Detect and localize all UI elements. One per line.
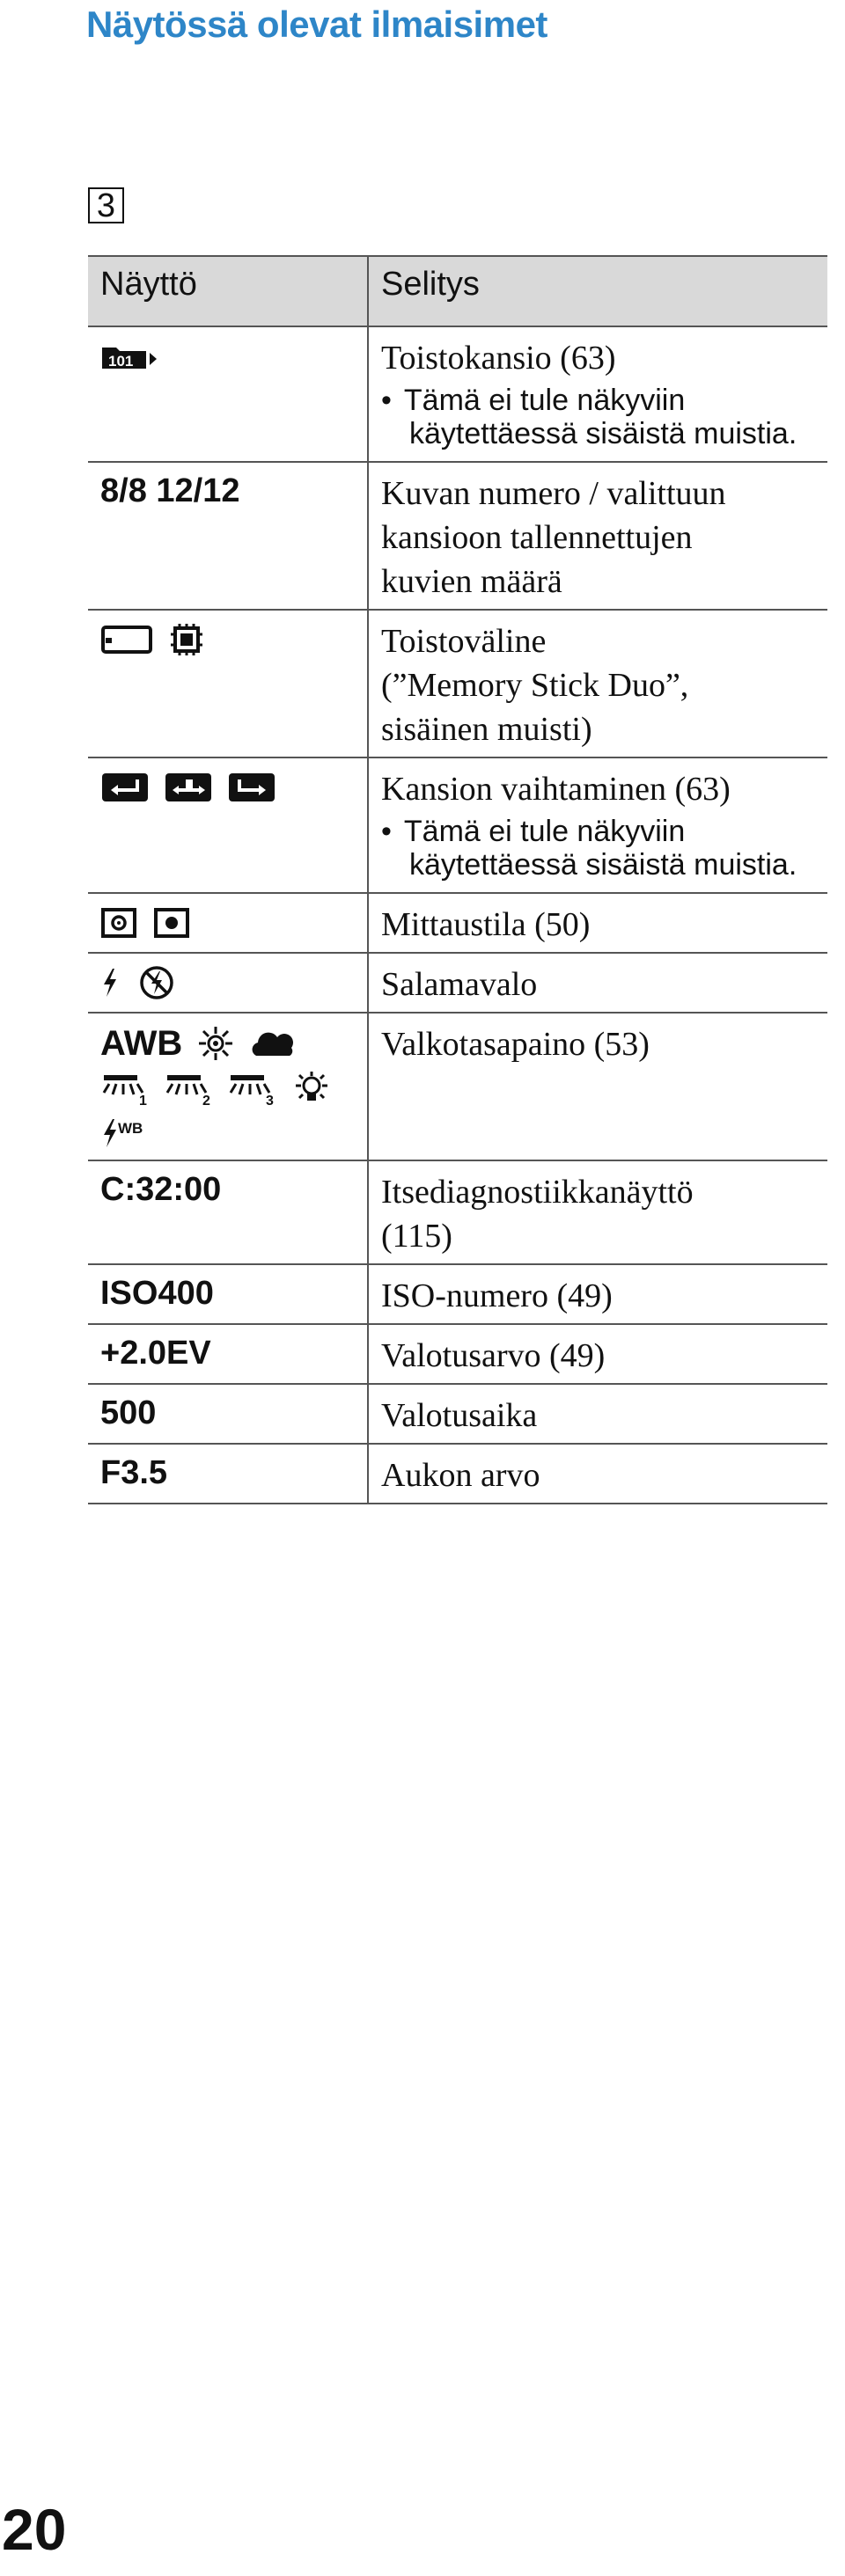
row-description: ISO-numero (49) (381, 1277, 613, 1314)
row-display: ISO400 (100, 1275, 214, 1312)
folder-change-right-icon (227, 772, 276, 803)
header-explanation: Selitys (381, 266, 480, 303)
row-display: +2.0EV (100, 1335, 211, 1372)
row-description: kansioon tallennettujen (381, 519, 693, 556)
folder-101-icon (100, 342, 158, 370)
row-note: • Tämä ei tule näkyviin käytettäessä sisäistä muistia. (381, 384, 827, 456)
multi-metering-icon (100, 907, 137, 939)
flash-icon (100, 967, 120, 999)
row-description: (115) (381, 1218, 452, 1255)
header-display: Näyttö (100, 266, 197, 303)
section-label: 3 (88, 187, 124, 223)
page-number: 20 (2, 2497, 67, 2562)
row-description: Salamavalo (381, 966, 538, 1003)
internal-memory-icon (169, 622, 204, 657)
table-row (88, 1264, 827, 1324)
table-row (88, 1384, 827, 1444)
row-description: Kuvan numero / valittuun (381, 475, 726, 512)
svg-text:101: 101 (108, 353, 134, 370)
svg-text:3: 3 (266, 1094, 274, 1107)
page-heading: Näytössä olevat ilmaisimet (86, 4, 547, 45)
memory-stick-icon (100, 624, 153, 655)
row-display: F3.5 (100, 1454, 168, 1491)
row-description: Toistoväline (381, 623, 547, 660)
table-row (88, 462, 827, 610)
row-display: C:32:00 (100, 1171, 222, 1208)
row-description: Toistokansio (63) (381, 340, 616, 377)
row-description: Kansion vaihtaminen (63) (381, 771, 731, 808)
folder-change-left-icon (100, 772, 150, 803)
daylight-icon (196, 1024, 235, 1063)
row-note: • Tämä ei tule näkyviin käytettäessä sisäistä muistia. (381, 815, 827, 887)
table-row (88, 757, 827, 893)
fluorescent-2-icon (164, 1072, 218, 1107)
row-description: Aukon arvo (381, 1457, 540, 1494)
table-row (88, 1444, 827, 1504)
row-description: Valotusaika (381, 1397, 538, 1434)
fluorescent-3-icon (227, 1072, 282, 1107)
row-description: Valotusarvo (49) (381, 1337, 606, 1374)
table-row (88, 326, 827, 462)
indicator-table (88, 255, 827, 1504)
incandescent-icon (290, 1070, 333, 1109)
flash-off-icon (139, 965, 174, 1000)
row-description: kuvien määrä (381, 563, 562, 600)
row-description: Valkotasapaino (53) (381, 1026, 650, 1063)
svg-text:WB: WB (118, 1120, 143, 1137)
table-row (88, 610, 827, 757)
svg-text:1: 1 (139, 1094, 147, 1107)
row-description: sisäinen muisti) (381, 711, 592, 748)
awb-label: AWB (100, 1024, 183, 1063)
flash-wb-icon (100, 1116, 155, 1151)
row-description: Mittaustila (50) (381, 906, 591, 943)
row-description: Itsediagnostiikkanäyttö (381, 1174, 694, 1211)
row-display: 500 (100, 1394, 157, 1431)
table-row (88, 1160, 827, 1264)
cloudy-icon (249, 1026, 295, 1061)
table-header-row (88, 256, 827, 326)
table-row (88, 1013, 827, 1160)
folder-change-both-icon (164, 772, 213, 803)
table-row (88, 893, 827, 953)
row-display: 8/8 12/12 (100, 472, 240, 509)
spot-metering-icon (153, 907, 190, 939)
table-row (88, 953, 827, 1013)
fluorescent-1-icon (100, 1072, 155, 1107)
svg-text:2: 2 (202, 1094, 210, 1107)
table-row (88, 1324, 827, 1384)
row-description: (”Memory Stick Duo”, (381, 667, 689, 704)
